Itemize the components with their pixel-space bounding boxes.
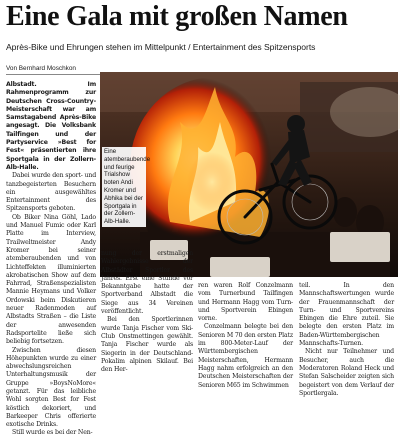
dateline: Albstadt. xyxy=(6,81,37,88)
paragraph: teil. In den Mannschaftswertungen wurde der Frauenmannschaft der Turn- und Sportvereins Ebingen die Ehre zuteil. Sie belegte den ersten Platz im Baden-Württembergischen Mannschafts-Turnen. xyxy=(299,282,394,348)
paragraph: Zwischen diesen Höhepunkten wurde zu einer abwechslungsreichen Unterhaltungsmusik der Gruppe »BoysNoMore« getanzt. Für das leibliche Wohl sorgten Best for Fest köstlich dekoriert, und Barkeeper Chris offerierte exotische Drinks. xyxy=(6,346,96,429)
paragraph: nung der erstmaligen Wahlergebnisse der Albstädter Sportler des Jahres. Erst eine Stunde vor Bekanntgabe hatte der Sportverband Albstadt die Siege aus 34 Vereinen veröffentlicht. xyxy=(101,250,193,316)
headline: Eine Gala mit großen Namen xyxy=(6,1,348,32)
paragraph: ren waren Rolf Conzelmann vom Turnerbund Tailfingen und Hermann Hagg vom Turn- und Sportverein Ebingen vorne. xyxy=(198,282,293,323)
article-column-2 xyxy=(101,250,193,374)
paragraph: Still wurde es bei der Nen- xyxy=(12,429,93,437)
paragraph: Dabei wurde den sport- und tanzbegeisterten Besuchern ein ausgewähltes Entertainment des Spitzensports geboten. xyxy=(6,172,97,213)
subheadline: Après-Bike und Ehrungen stehen im Mittelpunkt / Entertainment des Spitzensports xyxy=(6,42,316,52)
article-column-4 xyxy=(299,282,394,398)
byline-rule xyxy=(6,74,112,75)
lead-text: Im Rahmenprogramm zur Deutschen Cross-Country-Meisterschaft war am Samstagabend Après-Bike angesagt. Die Volksbank Tailfingen und der Partyservice »Best for Fest« präsentierten ihre Sportgala in der Zollern-Alb-Halle. xyxy=(6,81,96,171)
article-column-1 xyxy=(6,81,96,438)
paragraph: Bei den Sportlerinnen wurde Tanja Fischer vom Ski-Club Onstmettingen gewählt. Tanja Fischer wurde als Siegerin in der Deutschland-Pokalim alpinen Skilauf. Bei den Her- xyxy=(101,316,193,374)
photo-caption: Eine atemberaubende und feurige Trialshow boten Andi Kromer und Abhika bei der Sportgala in der Zollern-Alb-Halle. xyxy=(104,148,151,226)
article-column-3 xyxy=(198,282,293,390)
paragraph: Nicht nur Teilnehmer und Besucher, auch die Moderatoren Roland Heck und Stefan Salscheider zeigten sich begeistert von dem Verlauf der Sportlergala. xyxy=(299,348,394,397)
lead-paragraph xyxy=(6,81,96,172)
byline: Von Bernhard Moschkon xyxy=(6,65,76,72)
paragraph: Ob Biker Nina Göhl, Lado und Manuel Fumic oder Karl Platte im Interview, Trailweltmeister Andy Kromer bei seiner atemberaubenden und von Lichteffekten illuminierten akrobatischen Show auf dem Fahrrad, Straßenspezialisten Mannie Heymans und Volker Ordowski beim Diskutieren neuer Radenmoden auf Albstadts Straßen – die Liste der anwesenden Radsportelite ließe sich beliebig fortsetzen. xyxy=(6,213,96,346)
paragraph: Conzelmann belegte bei den Senioren M 70 den ersten Platz im 800-Meter-Lauf der Württembergischen Meisterschaften, Hermann Hagg nahm erfolgreich an den Deutschen Meisterschaften der Senioren M65 im Schwimmen xyxy=(198,323,293,389)
